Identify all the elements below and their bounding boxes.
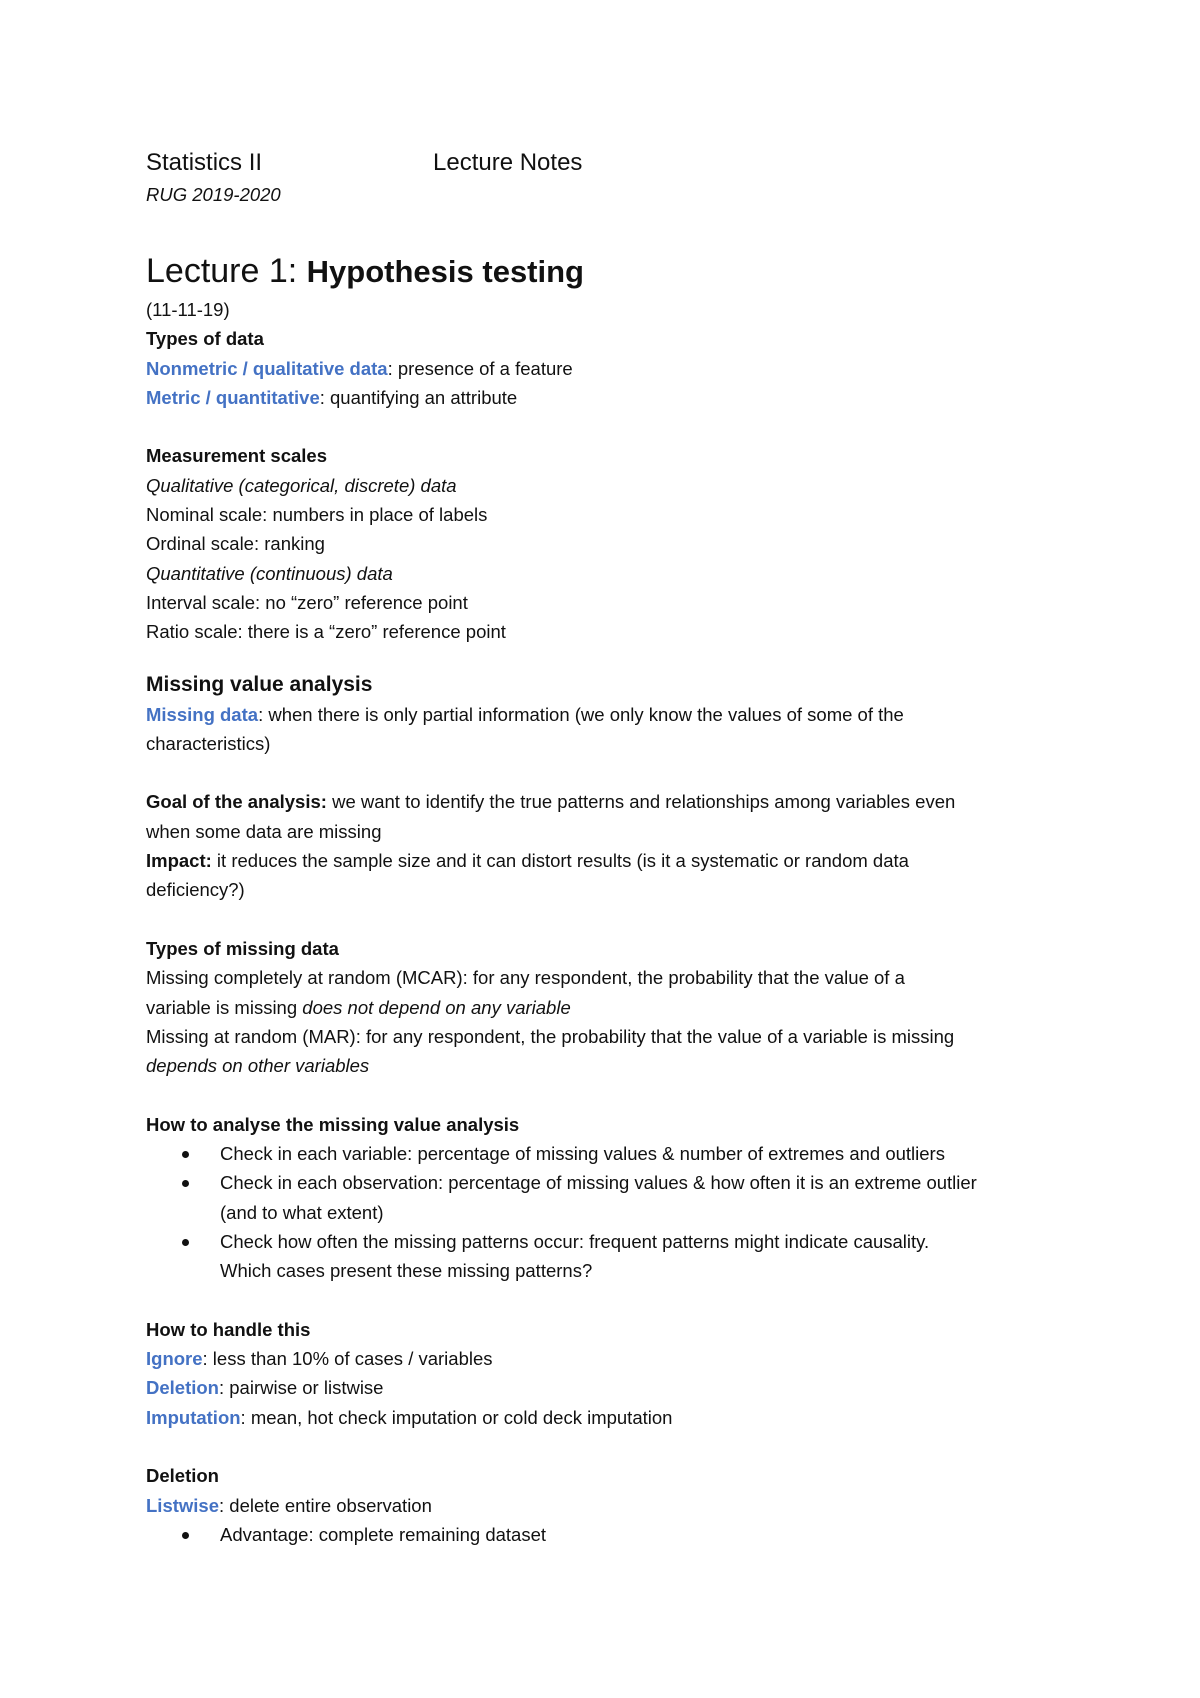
list-item-text: Advantage: complete remaining dataset	[220, 1523, 547, 1545]
types-of-data-heading: Types of data	[146, 328, 264, 350]
list-item-text: Check how often the missing patterns occur: frequent patterns might indicate causality.	[220, 1230, 930, 1252]
nominal-line: Nominal scale: numbers in place of labels	[146, 504, 488, 526]
lecture-date: (11-11-19)	[146, 299, 230, 320]
page-content	[146, 148, 1066, 1549]
measurement-heading: Measurement scales	[146, 445, 327, 467]
ratio-line: Ratio scale: there is a “zero” reference point	[146, 621, 506, 643]
list-item	[146, 1168, 1066, 1227]
imputation-def: : mean, hot check imputation or cold deck imputation	[240, 1406, 673, 1428]
institution-year: RUG 2019-2020	[146, 184, 281, 205]
list-item-text-cont: (and to what extent)	[220, 1201, 384, 1223]
spacer	[146, 1432, 1066, 1461]
deletion-line	[146, 1373, 1066, 1402]
deletion-def: : pairwise or listwise	[218, 1377, 384, 1399]
mcar-emphasis: does not depend on any variable	[302, 996, 571, 1018]
deletion-heading: Deletion	[146, 1465, 219, 1487]
document-type: Lecture Notes	[433, 149, 583, 176]
goal-line	[146, 787, 1066, 816]
metric-term: Metric / quantitative	[146, 386, 320, 408]
bullet-icon	[182, 1151, 189, 1158]
deletion-term: Deletion	[146, 1377, 219, 1399]
mar-line-2: depends on other variables	[146, 1055, 370, 1077]
metric-def: : quantifying an attribute	[319, 386, 518, 408]
impact-line	[146, 846, 1066, 875]
list-item-text: Check in each observation: percentage of missing values & how often it is an extreme outlier	[220, 1172, 977, 1194]
nonmetric-term: Nonmetric / qualitative data	[146, 357, 388, 379]
mcar-line-2	[146, 993, 1066, 1022]
deletion-list	[146, 1520, 1066, 1549]
metric-line	[146, 383, 1066, 412]
quantitative-line: Quantitative (continuous) data	[146, 562, 393, 584]
interval-line: Interval scale: no “zero” reference point	[146, 591, 468, 613]
bullet-icon	[182, 1180, 189, 1187]
list-item	[146, 1139, 1066, 1168]
ordinal-line: Ordinal scale: ranking	[146, 533, 325, 555]
goal-text: we want to identify the true patterns and relationships among variables even	[326, 791, 956, 813]
mar-line: Missing at random (MAR): for any respondent, the probability that the value of a variable is missing	[146, 1025, 955, 1047]
impact-label: Impact:	[146, 850, 212, 872]
how-handle-heading: How to handle this	[146, 1318, 311, 1340]
goal-label: Goal of the analysis:	[146, 791, 327, 813]
missing-data-def: : when there is only partial information (we only know the values of some of the	[258, 703, 904, 725]
mcar-text: variable is missing	[146, 996, 303, 1018]
list-item-text-cont: Which cases present these missing patterns?	[220, 1260, 593, 1282]
spacer	[146, 1286, 1066, 1315]
document-header	[146, 148, 1066, 178]
spacer	[146, 647, 1066, 661]
ignore-term: Ignore	[146, 1348, 203, 1370]
spacer	[146, 412, 1066, 441]
missing-data-line	[146, 700, 1066, 729]
lecture-heading	[146, 250, 1066, 293]
types-missing-heading: Types of missing data	[146, 937, 339, 959]
list-item	[146, 1227, 1066, 1286]
missing-data-term: Missing data	[146, 703, 259, 725]
ignore-def: : less than 10% of cases / variables	[202, 1348, 493, 1370]
bullet-icon	[182, 1532, 189, 1539]
how-analyse-heading: How to analyse the missing value analysis	[146, 1113, 520, 1135]
listwise-line	[146, 1491, 1066, 1520]
mcar-line: Missing completely at random (MCAR): for any respondent, the probability that the value of a	[146, 967, 905, 989]
analyse-list	[146, 1139, 1066, 1285]
spacer	[146, 905, 1066, 934]
spacer	[146, 758, 1066, 787]
course-title: Statistics II	[146, 149, 263, 176]
list-item	[146, 1520, 1066, 1549]
lecture-prefix: Lecture 1:	[146, 252, 298, 290]
ignore-line	[146, 1344, 1066, 1373]
missing-data-line-2: characteristics)	[146, 732, 271, 754]
listwise-def: : delete entire observation	[219, 1494, 432, 1516]
qualitative-line: Qualitative (categorical, discrete) data	[146, 474, 457, 496]
imputation-line	[146, 1403, 1066, 1432]
impact-text: it reduces the sample size and it can distort results (is it a systematic or random data	[211, 850, 909, 872]
impact-line-2: deficiency?)	[146, 879, 245, 901]
lecture-title: Hypothesis testing	[306, 254, 584, 289]
imputation-term: Imputation	[146, 1406, 241, 1428]
nonmetric-def: : presence of a feature	[387, 357, 573, 379]
listwise-term: Listwise	[146, 1494, 219, 1516]
nonmetric-line	[146, 354, 1066, 383]
spacer	[146, 1080, 1066, 1109]
list-item-text: Check in each variable: percentage of missing values & number of extremes and outliers	[220, 1143, 945, 1165]
bullet-icon	[182, 1239, 189, 1246]
goal-line-2: when some data are missing	[146, 820, 382, 842]
missing-heading: Missing value analysis	[146, 672, 373, 696]
